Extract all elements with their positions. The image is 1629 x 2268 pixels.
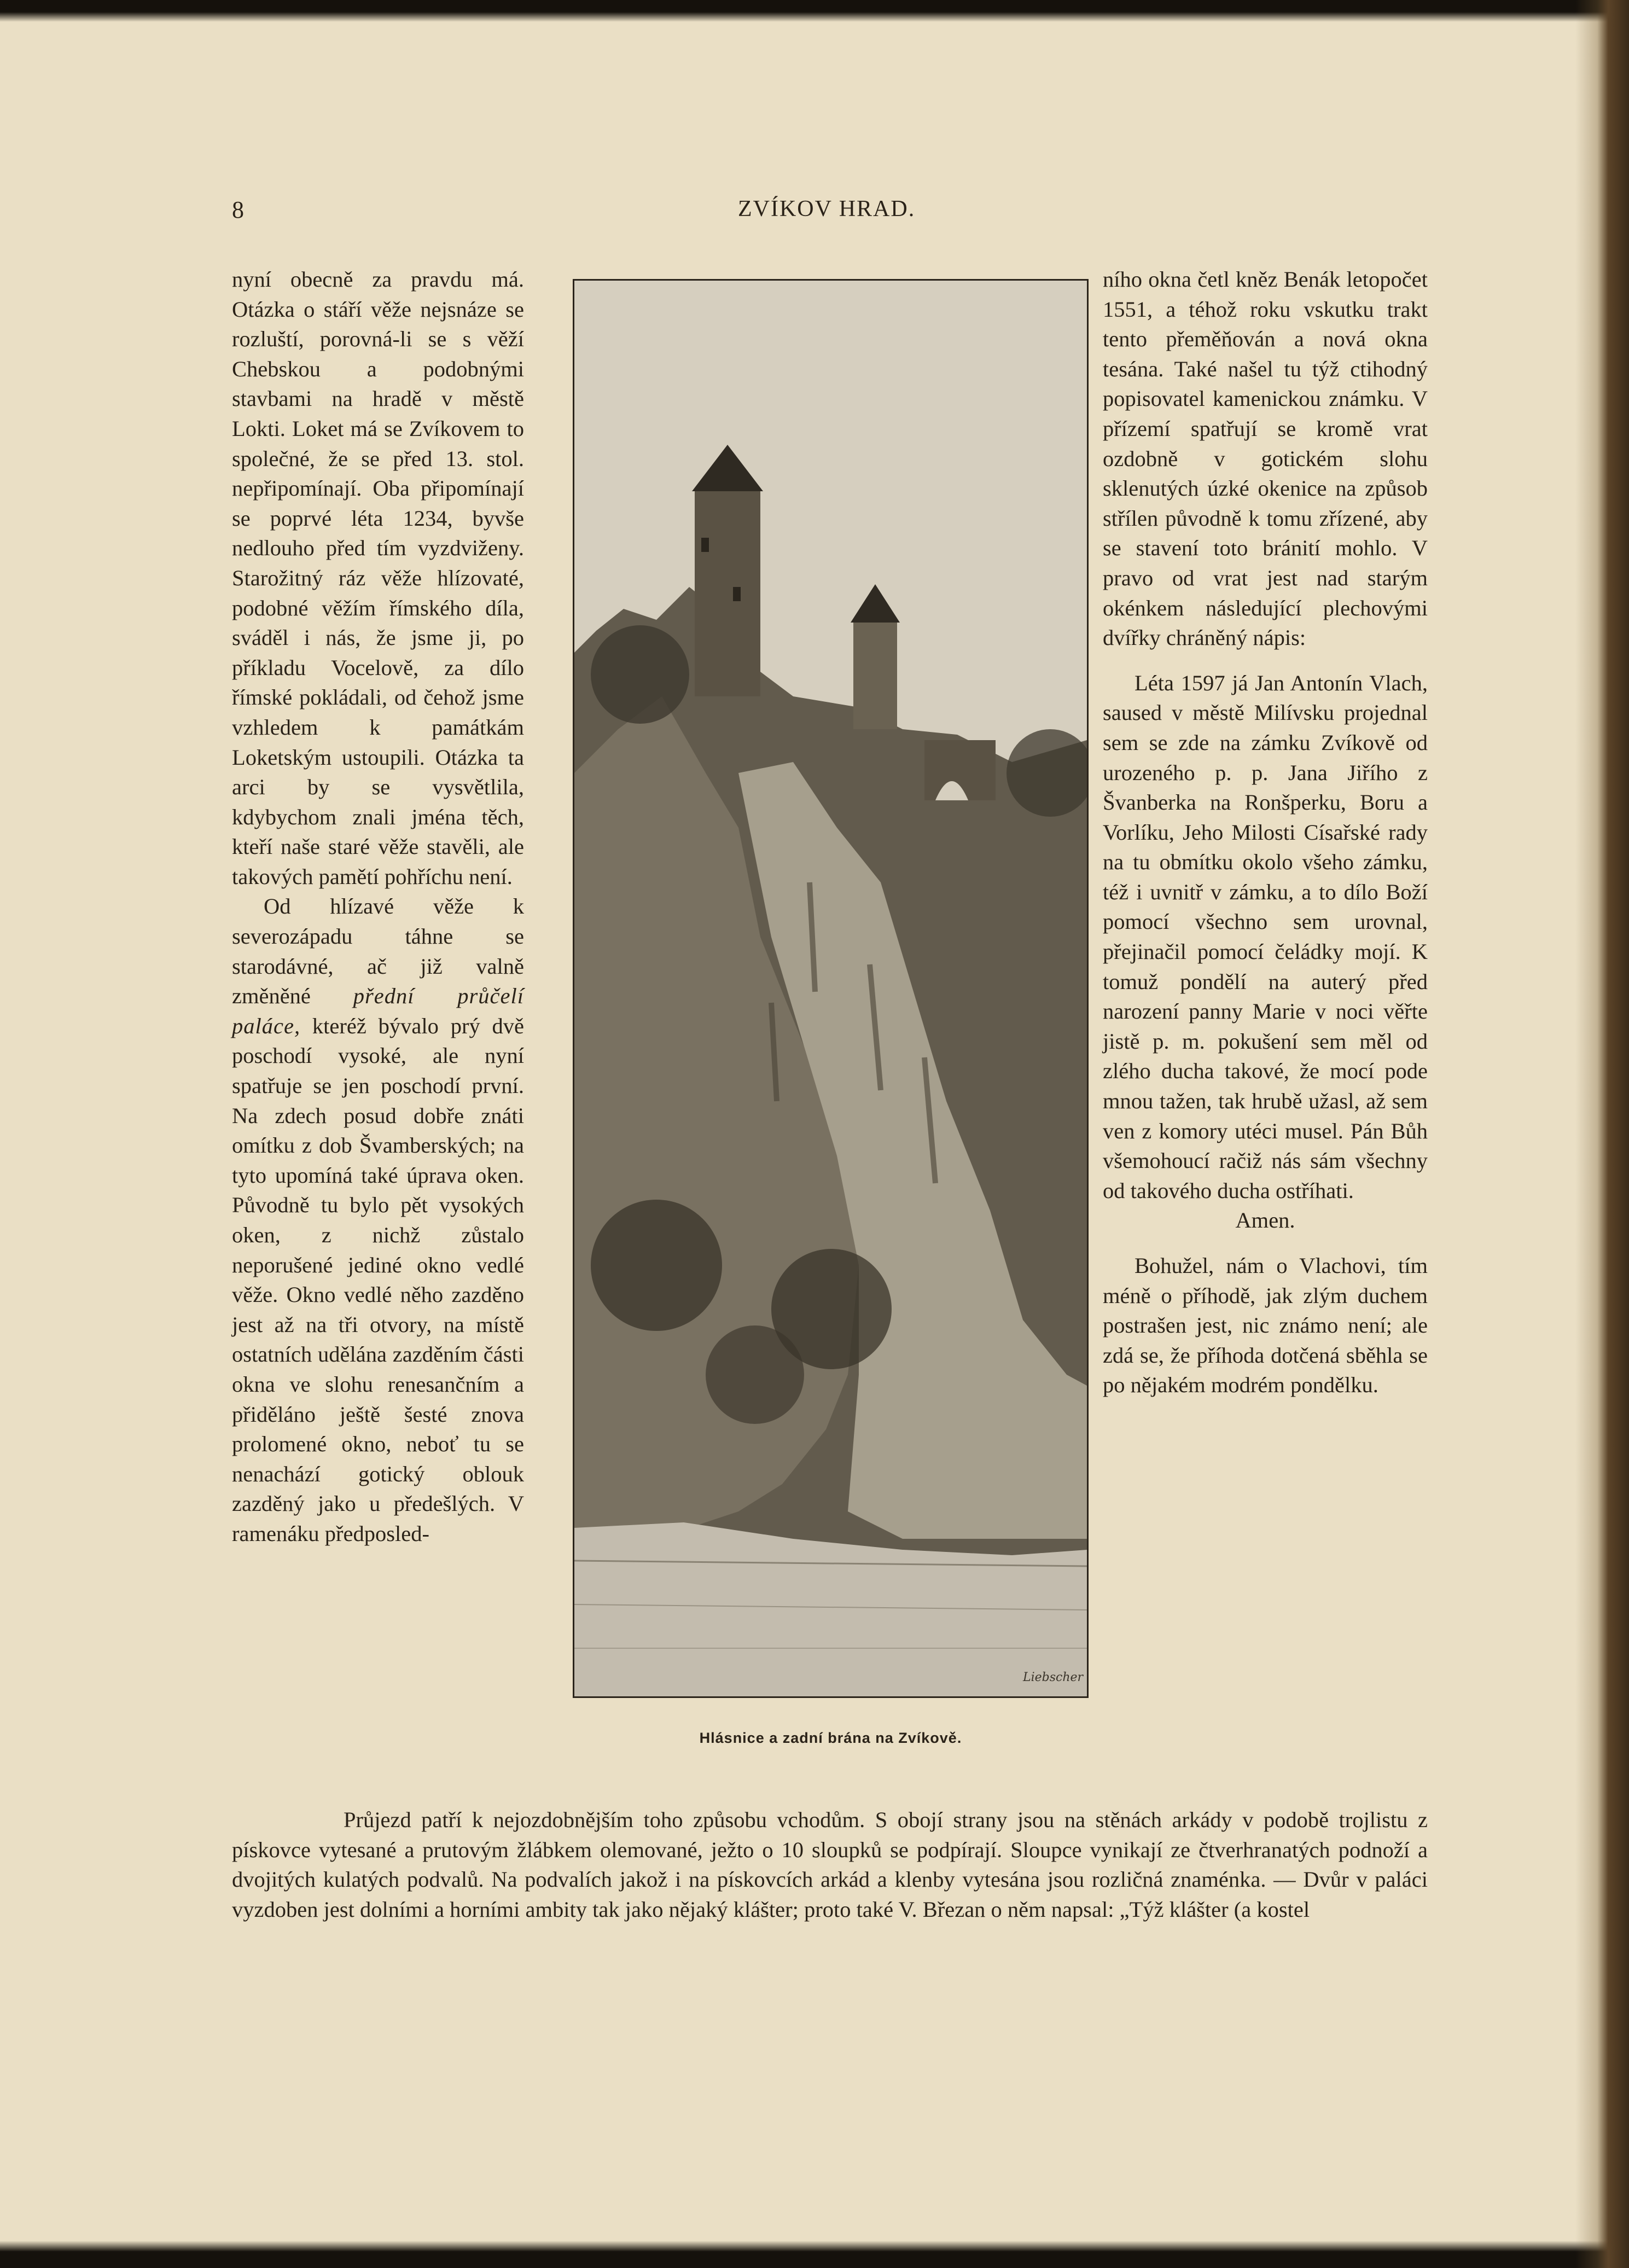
left-paragraph-2 — [232, 892, 524, 1549]
figure-caption: Hlásnice a zadní brána na Zvíkově. — [699, 1730, 962, 1746]
illustration-castle — [573, 279, 1089, 1698]
running-title: ZVÍKOV HRAD. — [738, 196, 916, 222]
right-column — [1103, 265, 1428, 1400]
left-column — [232, 265, 524, 1549]
right-paragraph-2: Bohužel, nám o Vlachovi, tím méně o příhodě, jak zlým duchem postrašen jest, nic známo není; ale zdá se, že příhoda dotčená sběhla se po nějakém modrém pondělku. — [1103, 1253, 1428, 1398]
castle-cliff-drawing — [574, 281, 1087, 1696]
page-number: 8 — [232, 196, 244, 223]
right-paragraph-1: ního okna četl kněz Benák letopočet 1551, a téhož roku vskutku trakt tento přeměňován a nová okna tesána. Také našel tu týž ctihodný popisovatel kamenickou známku. V přízemí spatřují se kromě vrat ozdobně v gotickém slohu sklenutých úzké okenice na způsob střílen původně k tomu zřízené, aby se stavení toto bránití mohlo. V pravo od vrat jest nad starým okénkem následující plechovými dvířky chráněný nápis: — [1103, 267, 1428, 650]
italic-term: přední průčelí paláce, — [232, 984, 524, 1038]
full-width-text — [232, 1805, 1428, 1924]
inscription-quote: Léta 1597 já Jan Antonín Vlach, saused v městě Milívsku projednal sem se zde na zámku Zvíkově od urozeného p. p. Jana Jiřího z Švanberka na Ronšperku, Boru a Vorlíku, Jeho Milosti Císařské rady na tu obmítku okolo všeho zámku, též i uvnitř v zámku, a to dílo Boží pomocí všechno sem urovnal, přejinačil pomocí čeládky mojí. K tomuž pondělí na auterý před narození panny Marie v noci věřte jistě p. m. pokušení sem měl od zlého ducha takové, že mocí pode mnou tažen, tak hrubě užasl, až sem ven z komory utéci musel. Pán Bůh všemohoucí račiž nás sám všechny od takového ducha ostříhati. — [1103, 670, 1428, 1203]
page-header — [0, 196, 1629, 229]
inscription-amen: Amen. — [1235, 1208, 1295, 1233]
left-paragraph-1: nyní obecně za pravdu má. Otázka o stáří věže nejsnáze se rozluští, porovná-li se s věží Chebskou a podobnými stavbami na hradě v městě Lokti. Loket má se Zvíkovem to společné, že se před 13. stol. nepřipomínají. Oba připomínají se poprvé léta 1234, byvše nedlouho před tím vyzdviženy. Starožitný ráz věže hlízovaté, podobné věžím římského díla, sváděl i nás, že jsme ji, po příkladu Vocelově, za dílo římské pokládali, od čehož jsme vzhledem k památkám Loketským ustoupili. Otázka ta arci by se vysvětlila, kdybychom znali jména těch, kteří naše staré věže stavěli, ale takových pamětí pohříchu není. — [232, 267, 524, 889]
full-width-paragraph: Průjezd patří k nejozdobnějším toho způsobu vchodům. S obojí strany jsou na stěnách arkády v podobě trojlistu z pískovce vytesané a prutovým žlábkem olemované, ježto o 10 sloupků se podpírají. Sloupce vynikají ze čtverhranatých podnoží a dvojitých kulatých podvalů. Na podvalích jakož i na pískovcích arkád a klenby vytesána jsou rozličná znaménka. — Dvůr v paláci vyzdoben jest dolními a horními ambity tak jako nějaký klášter; proto také V. Březan o něm napsal: „Týž klášter (a kostel — [232, 1807, 1428, 1922]
left-paragraph-2-start: Od hlízavé věže k severozápadu táhne se starodávné, ač již valně změněné — [232, 894, 524, 1009]
artist-signature: Liebscher — [1023, 1671, 1084, 1684]
left-paragraph-2-end: kteréž bývalo prý dvě poschodí vysoké, ale nyní spatřuje se jen poschodí první. Na zdech posud dobře znáti omítku z dob Švamberských; na tyto upomíná také úprava oken. Původně tu bylo pět vysokých oken, z nichž zůstalo neporušené jediné okno vedlé věže. Okno vedlé něho zazděno jest až na tři otvory, na místě ostatních udělána zazděním části okna ve slohu renesančním a přiděláno ještě šesté znova prolomené okno, neboť tu se nenachází gotický oblouk zazděný jako u předešlých. V ramenáku předposled- — [232, 1013, 525, 1546]
